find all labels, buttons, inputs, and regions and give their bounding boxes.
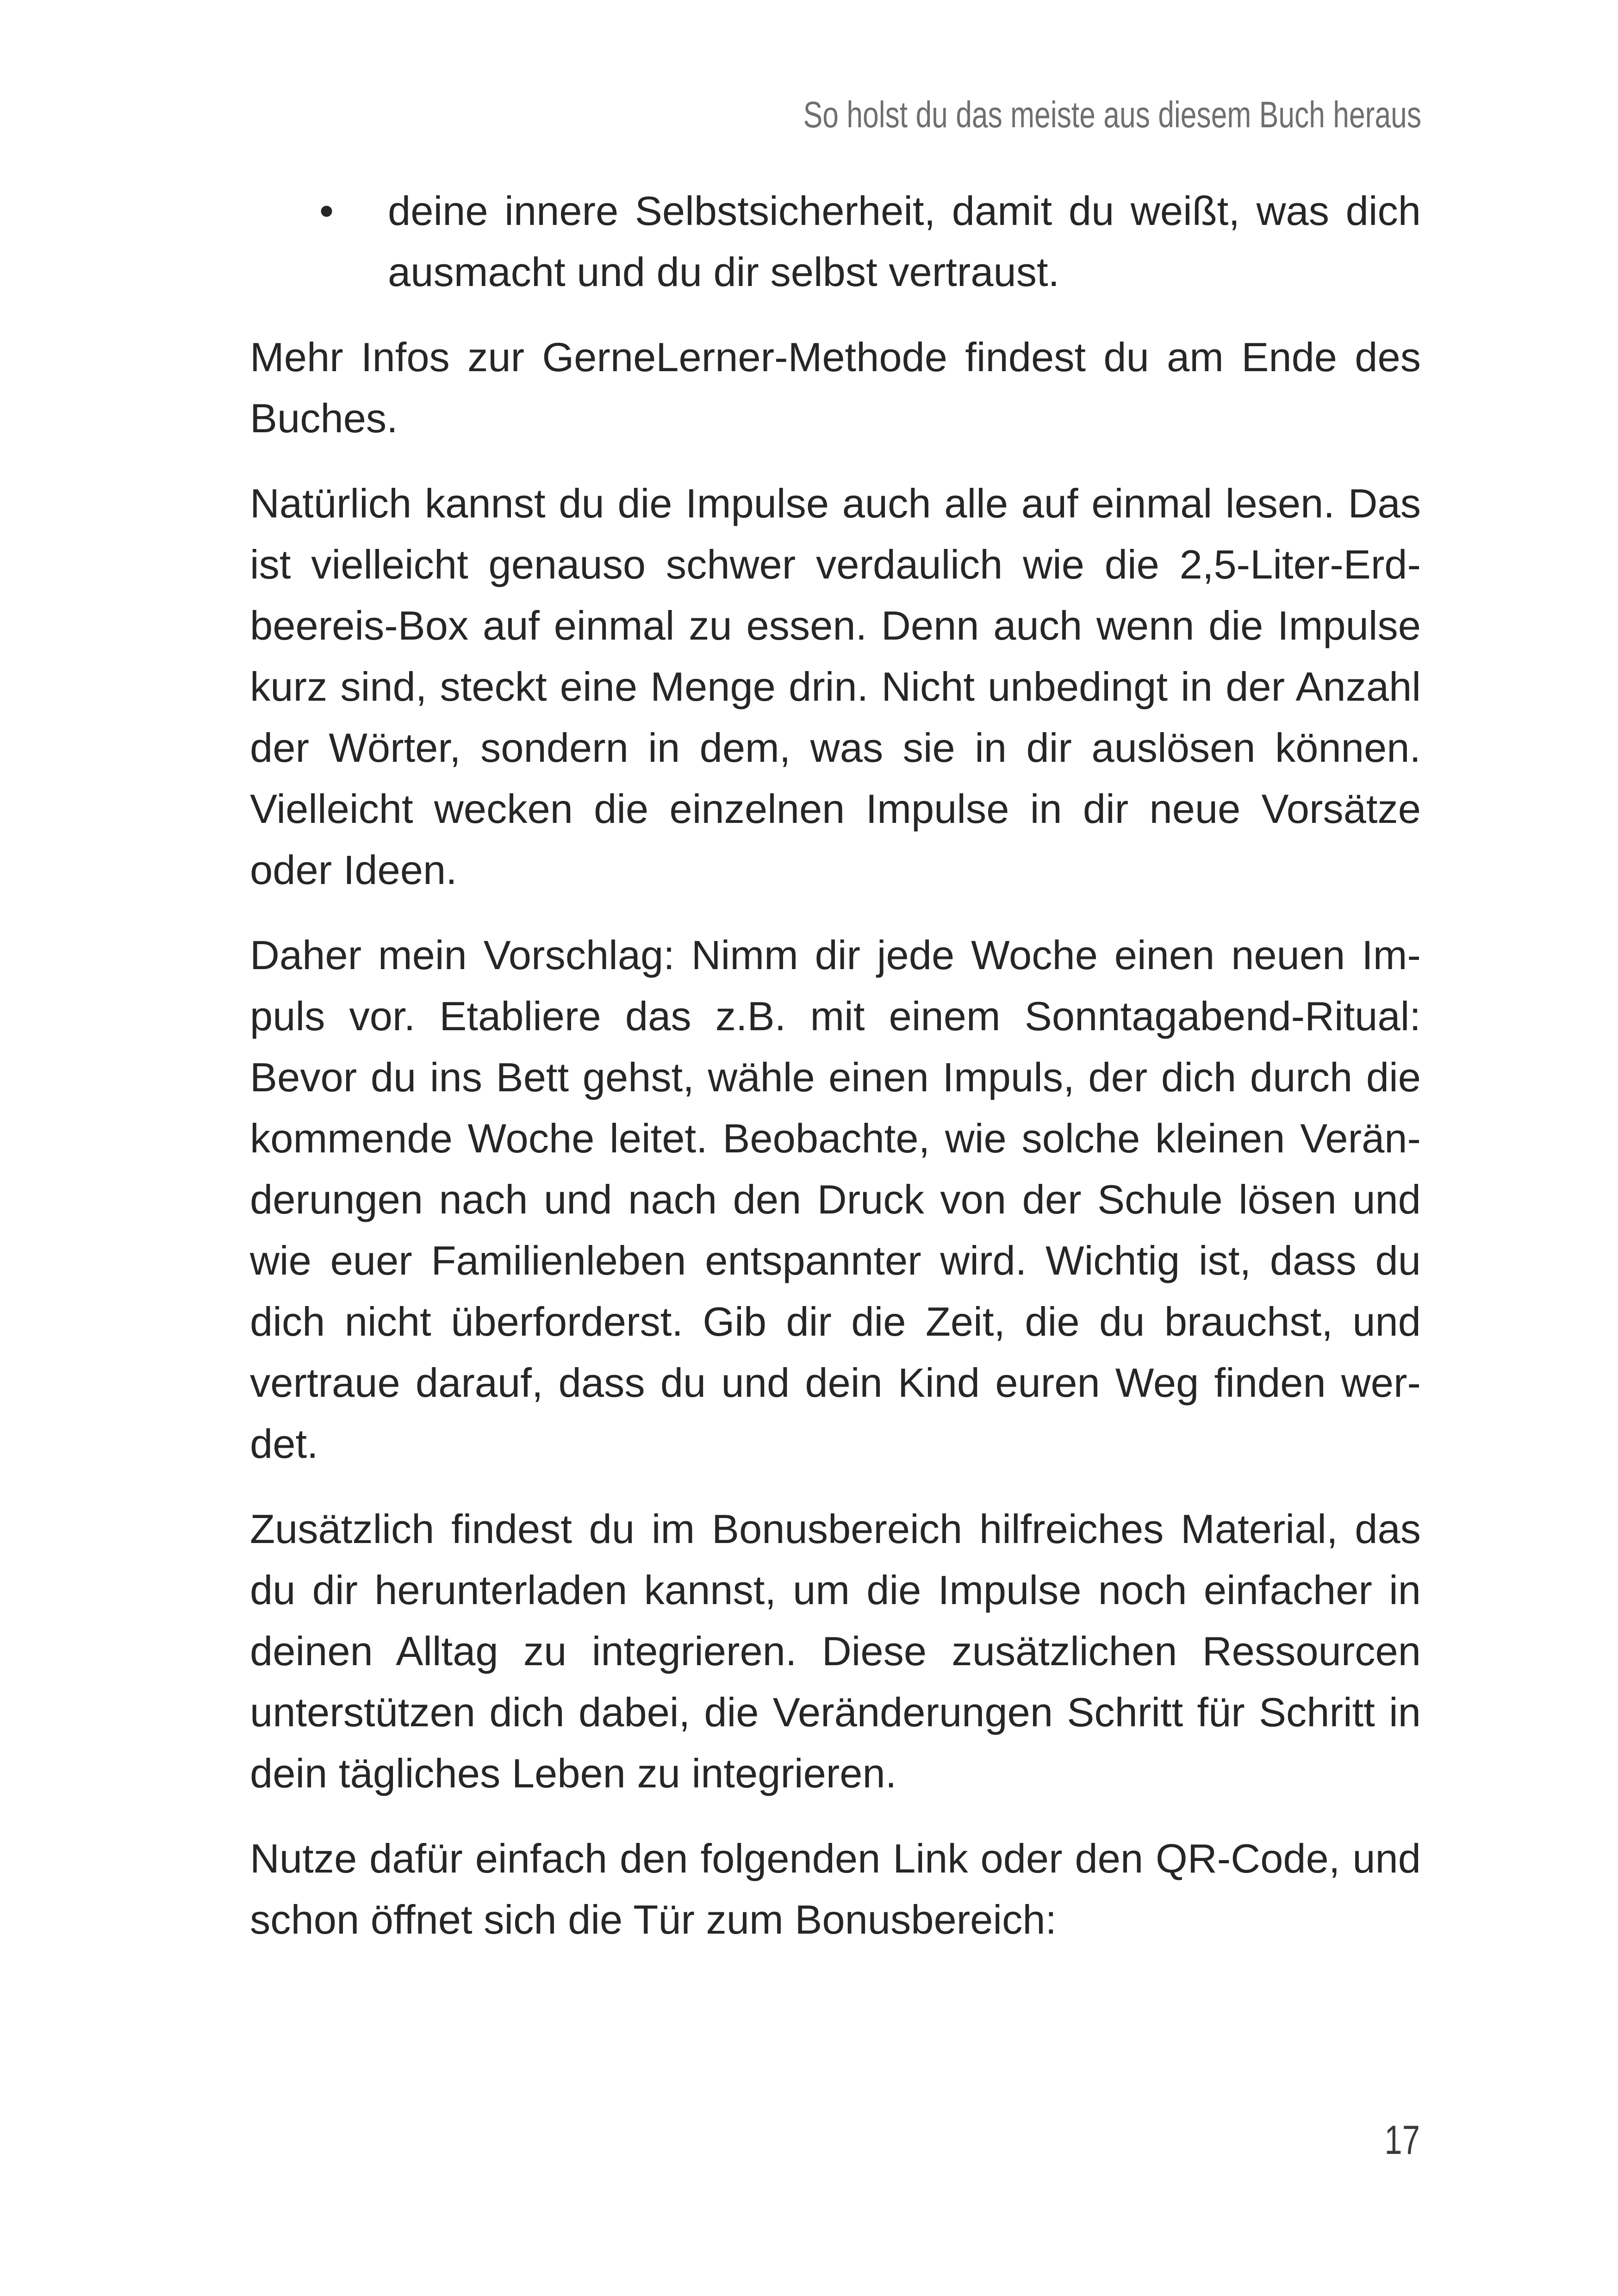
bullet-text: deine innere Selbstsicherheit, damit du weißt, was dich ausmacht und du dir selbst vertraust. [388, 188, 1421, 295]
paragraph-suggestion: Daher mein Vorschlag: Nimm dir jede Woche einen neuen Impuls vor. Etabliere das z.B. mit einem Sonntagabend-Ritual: Bevor du ins Bett gehst, wähle einen Impuls, der dich durch die kommende Woche leitet. Beobachte, wie solche kleinen Veränderungen nach und nach den Druck von der Schule lösen und wie euer Familienleben entspannter wird. Wichtig ist, dass du dich nicht überforderst. Gib dir die Zeit, die du brauchst, und vertraue darauf, dass du und dein Kind euren Weg finden werdet. [250, 932, 1421, 1467]
page-body [250, 180, 1421, 1974]
paragraph-reading-all: Natürlich kannst du die Impulse auch alle auf einmal lesen. Das ist vielleicht genauso schwer verdaulich wie die 2,5-Liter-Erdbeereis-Box auf einmal zu essen. Denn auch wenn die Impulse kurz sind, steckt eine Menge drin. Nicht unbedingt in der Anzahl der Wörter, sondern in dem, was sie in dir auslösen können. Vielleicht wecken die einzelnen Impulse in dir neue Vorsätze oder Ideen. [250, 480, 1421, 893]
paragraph-bonus-link: Nutze dafür einfach den folgenden Link oder den QR-Code, und schon öffnet sich die Tür zum Bonusbereich: [250, 1836, 1421, 1942]
paragraph-method-info: Mehr Infos zur GerneLerner-Methode findest du am Ende des Buches. [250, 334, 1421, 441]
bullet-list [250, 180, 1421, 303]
bullet-icon: • [319, 188, 334, 234]
running-header: So holst du das meiste aus diesem Buch heraus [803, 94, 1421, 135]
paragraph-bonus-material: Zusätzlich findest du im Bonusbereich hilfreiches Material, das du dir herunterladen kannst, um die Impulse noch einfacher in deinen Alltag zu integrieren. Diese zusätzlichen Ressourcen unterstützen dich dabei, die Veränderungen Schritt für Schritt in dein tägliches Leben zu integrieren. [250, 1506, 1421, 1796]
page-number: 17 [1384, 2117, 1420, 2163]
list-item [250, 180, 1421, 303]
